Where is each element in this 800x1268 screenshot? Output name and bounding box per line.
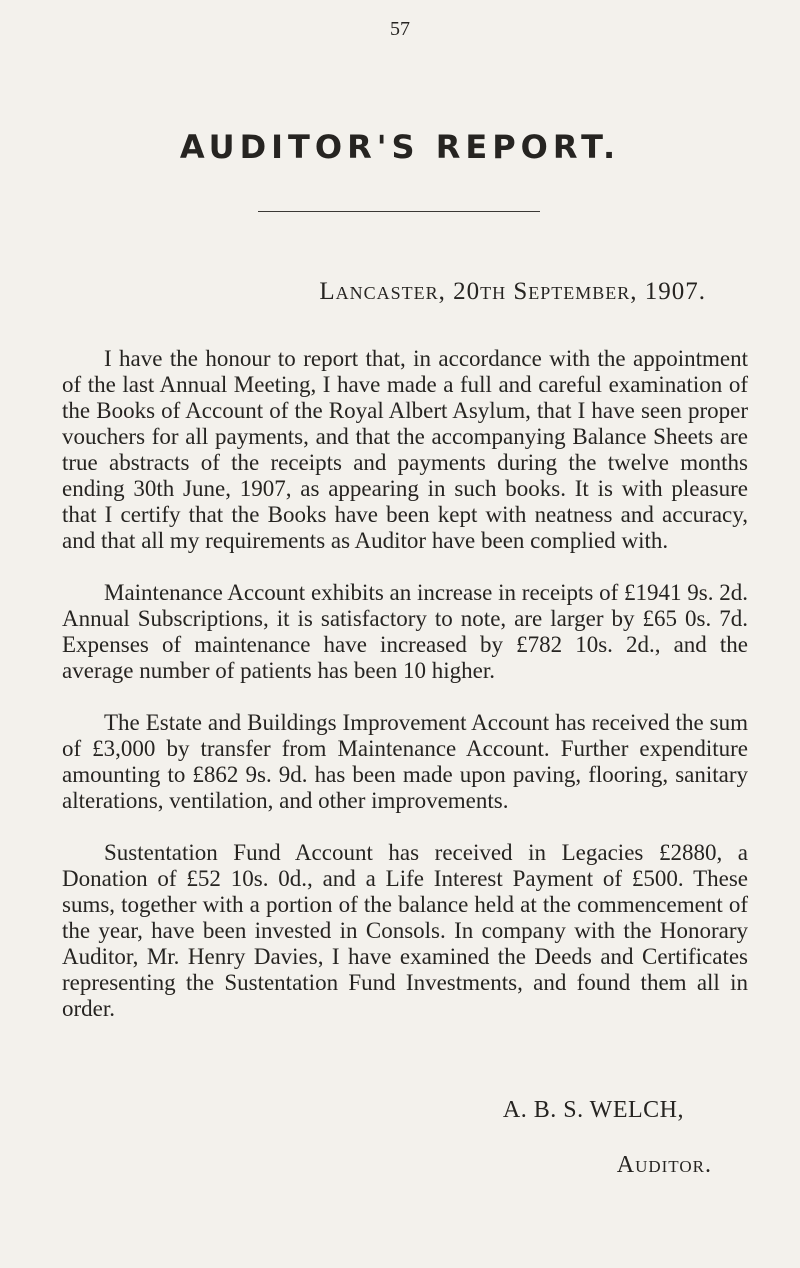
paragraph-certification: I have the honour to report that, in accordance with the appointment of the last Annual Meeting, I have made a full and careful examination of the Books of Account of the Royal Albert Asylum, that I have seen proper vouchers for all payments, and that the accompanying Balance Sheets are true abstracts of the receipts and payments during the twelve months ending 30th June, 1907, as appearing in such books. It is with pleasure that I certify that the Books have been kept with neatness and accuracy, and that all my requirements as Auditor have been complied with. — [62, 346, 748, 553]
paragraph-sustentation-fund: Sustentation Fund Account has received in Legacies £2880, a Donation of £52 10s. 0d., and a Life Interest Payment of £500. These sums, together with a portion of the balance held at the commencement of the year, have been invested in Consols. In company with the Honorary Auditor, Mr. Henry Davies, I have examined the Deeds and Certificates representing the Sustentation Fund Investments, and found them all in order. — [62, 840, 748, 1021]
signature-role: Auditor. — [616, 1152, 712, 1178]
title-divider — [258, 211, 540, 212]
page-number: 57 — [390, 18, 410, 40]
report-body — [62, 346, 748, 1048]
paragraph-maintenance-account: Maintenance Account exhibits an increase in receipts of £1941 9s. 2d. Annual Subscriptions, it is satisfactory to note, are larger by £65 0s. 7d. Expenses of maintenance have increased by £782 10s. 2d., and the average number of patients has been 10 higher. — [62, 580, 748, 683]
report-title: AUDITOR'S REPORT. — [179, 128, 621, 166]
dateline: Lancaster, 20th September, 1907. — [319, 278, 706, 305]
signature-name: A. B. S. WELCH, — [502, 1097, 684, 1123]
paragraph-estate-improvement: The Estate and Buildings Improvement Account has received the sum of £3,000 by transfer from Maintenance Account. Further expenditure amounting to £862 9s. 9d. has been made upon paving, flooring, sanitary alterations, ventilation, and other improvements. — [62, 710, 748, 813]
